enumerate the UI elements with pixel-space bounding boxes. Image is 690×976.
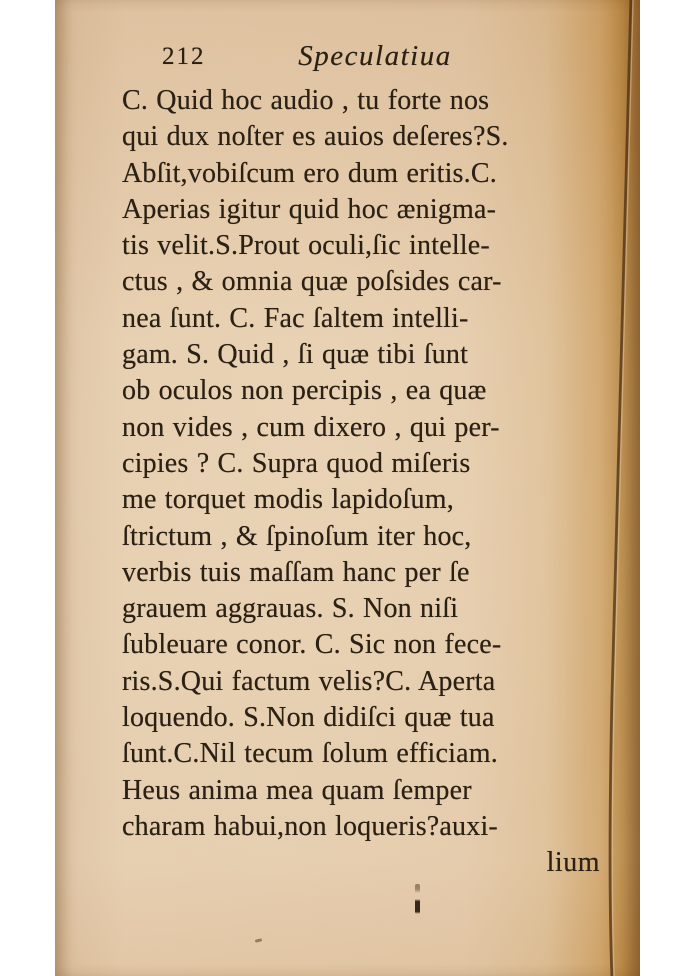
text-line: loquendo. S.Non didiſci quæ tua bbox=[122, 702, 495, 734]
ink-blot bbox=[415, 884, 420, 914]
text-line: tis velit.S.Prout oculi,ſic intelle- bbox=[122, 230, 490, 262]
text-line: grauem aggrauas. S. Non niſi bbox=[122, 593, 459, 625]
text-line: ris.S.Qui factum velis?C. Aperta bbox=[122, 665, 496, 697]
text-line: nea ſunt. C. Fac ſaltem intelli- bbox=[122, 302, 469, 334]
text-line: ob oculos non percipis , ea quæ bbox=[122, 375, 487, 407]
text-line: verbis tuis maſſam hanc per ſe bbox=[122, 556, 470, 588]
text-line: ſtrictum , & ſpinoſum iter hoc, bbox=[122, 520, 472, 552]
text-line: Aperias igitur quid hoc ænigma- bbox=[122, 193, 497, 225]
page-number: 212 bbox=[162, 43, 206, 70]
text-line: Abſit,vobiſcum ero dum eritis.C. bbox=[122, 157, 497, 189]
page-edge-crease bbox=[596, 0, 640, 976]
text-line: charam habui,non loqueris?auxi- bbox=[122, 810, 498, 842]
text-line: C. Quid hoc audio , tu forte nos bbox=[122, 85, 490, 116]
text-line: me torquet modis lapidoſum, bbox=[122, 484, 454, 516]
text-line: ſubleuare conor. C. Sic non fece- bbox=[122, 629, 502, 661]
page-header bbox=[122, 40, 600, 74]
text-line: ctus , & omnia quæ poſsides car- bbox=[122, 266, 502, 298]
book-page bbox=[55, 0, 640, 976]
catchword: lium bbox=[546, 847, 600, 878]
text-line: Heus anima mea quam ſemper bbox=[122, 774, 472, 806]
running-title: Speculatiua bbox=[298, 40, 452, 72]
text-line: ſunt.C.Nil tecum ſolum efficiam. bbox=[122, 738, 498, 770]
text-line: non vides , cum dixero , qui per- bbox=[122, 411, 500, 443]
text-block bbox=[122, 83, 600, 845]
text-line: cipies ? C. Supra quod miſeris bbox=[122, 447, 471, 479]
text-line: qui dux noſter es auios deſeres?S. bbox=[122, 121, 509, 153]
paper-speck bbox=[255, 938, 262, 942]
text-line: gam. S. Quid , ſi quæ tibi ſunt bbox=[122, 339, 469, 371]
